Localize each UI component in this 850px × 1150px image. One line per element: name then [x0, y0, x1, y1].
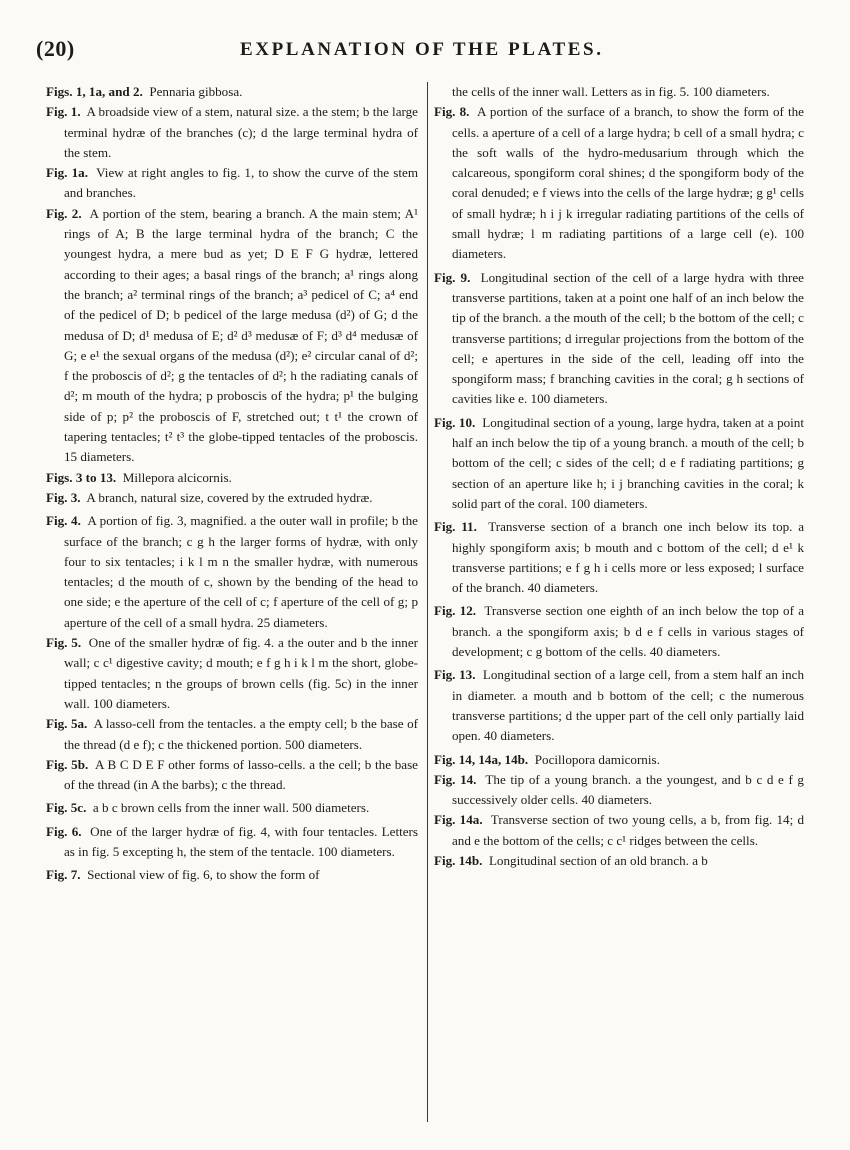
figure-text: Sectional view of fig. 6, to show the form of: [87, 867, 320, 883]
figure-entry: [434, 413, 804, 514]
figure-label: Fig. 5b.: [46, 756, 89, 772]
figure-label: Fig. 1a.: [46, 165, 89, 181]
figure-entry: [46, 163, 418, 204]
figure-entry: [434, 810, 804, 851]
figure-label: Fig. 5a.: [46, 716, 88, 732]
figure-text: a b c brown cells from the inner wall. 500 diameters.: [92, 800, 370, 816]
figure-label: Fig. 9.: [434, 269, 471, 285]
figure-text: the cells of the inner wall. Letters as in fig. 5. 100 diameters.: [452, 84, 770, 99]
figure-entry: [434, 102, 804, 264]
figure-entry: [434, 268, 804, 410]
running-title: EXPLANATION OF THE PLATES.: [240, 39, 604, 60]
figure-entry: [46, 865, 418, 885]
figure-text: A broadside view of a stem, natural size. a the stem; b the large terminal hydræ of the branches (c); d the large terminal hydra of the stem.: [64, 104, 418, 160]
figure-entry: [46, 798, 418, 818]
figure-text: A portion of the surface of a branch, to show the form of the cells. a aperture of a cell of a large hydra; b cell of a small hydra; c the soft walls of the hydro-medusarium through which the calcareous, spongiform coral shines; d the spongiform body of the coral denuded; e f views into the cells of the large hydræ; g g¹ cells of small hydræ; h i j k irregular radiating partitions of the cells of small hydræ; l m radiating partitions of a large cell (e). 100 diameters.: [452, 104, 804, 262]
figure-label: Fig. 6.: [46, 823, 82, 839]
figure-entry: [434, 750, 804, 770]
figure-text: Transverse section of a branch one inch below its top. a highly spongiform axis; b mouth and c bottom of the cell; d e¹ k transverse partitions; e f g h i cells more or less exposed; l surface of the branch. 40 diameters.: [452, 519, 805, 596]
figure-entry: [46, 488, 418, 508]
figure-entry: [46, 468, 418, 488]
figure-label: Fig. 5c.: [46, 800, 87, 816]
figure-entry: [434, 601, 804, 662]
right-column: [434, 82, 804, 871]
figure-label: Figs. 3 to 13.: [46, 469, 117, 485]
figure-label: Fig. 13.: [434, 667, 476, 683]
left-column: [46, 82, 418, 886]
figure-text: A portion of the stem, bearing a branch. A the main stem; A¹ rings of A; B the large terminal hydra of the branch; C the youngest hydra, a mere bud as yet; D E F G hydræ, lettered according to their ages; a basal rings of the branch; a¹ rings along the branch; a² terminal rings of the branch; a³ pedicel of C; a⁴ end of the pedicel of D; b pedicel of the large medusa (d²) of G; d the medusa of D; d¹ medusa of E; d² d³ medusæ of F; d³ d⁴ medusæ of G; e e¹ the sexual organs of the medusa (d²); e² circular canal of d²; f the proboscis of d²; g the tentacles of d²; h the radiating canals of d²; m mouth of the hydra; p proboscis of the hydra; p¹ the bulging side of p; p² the proboscis of F, stretched out; t t¹ the crown of tapering tentacles; t² t³ the globe-tipped tentacles of the proboscis. 15 diameters.: [64, 205, 418, 465]
figure-text: A B C D E F other forms of lasso-cells. a the cell; b the base of the thread (in A the barbs); c the thread.: [64, 756, 418, 793]
figure-text: Longitudinal section of the cell of a large hydra with three transverse partitions, taken at a point one half of an inch below the tip of the branch. a the mouth of the cell; b the bottom of the cell; c transverse partitions; d irregular projections from the bottom of the cell; e apertures in the side of the cell, leading off into the spongiform mass; f branching cavities in the coral; g h sections of cavities like e. 100 diameters.: [452, 269, 804, 407]
figure-entry: [46, 204, 418, 468]
figure-label: Fig. 10.: [434, 414, 476, 430]
figure-text: View at right angles to fig. 1, to show the curve of the stem and branches.: [64, 165, 419, 201]
page-number: (20): [36, 36, 75, 61]
figure-label: Fig. 1.: [46, 104, 81, 120]
page-header: [0, 36, 850, 64]
figure-label: Fig. 4.: [46, 513, 81, 529]
figure-entry: [434, 517, 804, 598]
figure-label: Fig. 7.: [46, 867, 81, 883]
figure-entry: [434, 770, 804, 811]
figure-label: Fig. 2.: [46, 205, 82, 221]
figure-text: Transverse section of two young cells, a b, from fig. 14; d and e the bottom of the cells; c c¹ ridges between the cells.: [452, 812, 804, 848]
figure-text: A portion of fig. 3, magnified. a the outer wall in profile; b the surface of the branch; c g h the larger forms of hydræ, with only four to six tentacles; i k l m n the smaller hydræ, with numerous tentacles; d the mouth of c, shown by the bending of the head to one side; e the aperture of the cell of c; f aperture of the cell of g; p aperture of the cell of a small hydra. 25 diameters.: [64, 513, 418, 630]
figure-entry: [434, 851, 804, 871]
figure-text: Longitudinal section of a young, large hydra, taken at a point half an inch below the tip of a young branch. a mouth of the cell; b bottom of the cell; c sides of the cell; d e f radiating partitions; g section of an aperture like h; i j branching cavities in the coral; k solid part of the coral. 100 diameters.: [452, 414, 804, 511]
figure-label: Fig. 14, 14a, 14b.: [434, 751, 529, 767]
figure-text: One of the larger hydræ of fig. 4, with four tentacles. Letters as in fig. 5 excepting h, the stem of the tentacle. 100 diameters.: [64, 823, 418, 859]
figure-entry: [46, 82, 418, 102]
figure-text: Millepora alcicornis.: [122, 469, 232, 485]
figure-label: Fig. 8.: [434, 104, 470, 120]
figure-text: Longitudinal section of an old branch. a b: [488, 852, 708, 868]
figure-label: Fig. 5.: [46, 635, 82, 651]
figure-entry: [46, 822, 418, 863]
figure-entry: [46, 633, 418, 714]
figure-label: Fig. 12.: [434, 603, 477, 619]
figure-entry: [434, 665, 804, 746]
figure-text: The tip of a young branch. a the youngest, and b c d e f g successively older cells. 40 diameters.: [452, 771, 804, 808]
figure-text: One of the smaller hydræ of fig. 4. a the outer and b the inner wall; c c¹ digestive cavity; d mouth; e f g h i k l m the short, globe-tipped tentacles; n the groups of brown cells (fig. 5c) in the inner wall. 100 diameters.: [64, 635, 418, 711]
figure-entry: [46, 102, 418, 163]
figure-entry: [46, 511, 418, 633]
figure-label: Figs. 1, 1a, and 2.: [46, 84, 143, 99]
figure-text: Pocillopora damicornis.: [534, 751, 660, 767]
figure-entry: [46, 755, 418, 796]
figure-label: Fig. 14.: [434, 771, 477, 787]
figure-label: Fig. 11.: [434, 519, 477, 535]
figure-label: Fig. 14a.: [434, 812, 483, 828]
figure-text: Transverse section one eighth of an inch below the top of a branch. a the spongiform axis; b d e f cells in various stages of development; c g bottom of the cells. 40 diameters.: [452, 603, 804, 660]
column-divider: [427, 82, 428, 1122]
figure-text: Longitudinal section of a large cell, from a stem half an inch in diameter. a mouth and b bottom of the cell; c the numerous transverse partitions; d the upper part of the cell only partially laid open. 40 diameters.: [452, 667, 804, 744]
figure-entry: [46, 714, 418, 755]
figure-label: Fig. 3.: [46, 489, 81, 505]
figure-text: A branch, natural size, covered by the extruded hydræ.: [86, 489, 373, 505]
figure-text: Pennaria gibbosa.: [149, 84, 243, 99]
figure-entry: [434, 82, 804, 102]
figure-label: Fig. 14b.: [434, 852, 483, 868]
figure-text: A lasso-cell from the tentacles. a the empty cell; b the base of the thread (d e f); c the thickened portion. 500 diameters.: [64, 716, 418, 752]
